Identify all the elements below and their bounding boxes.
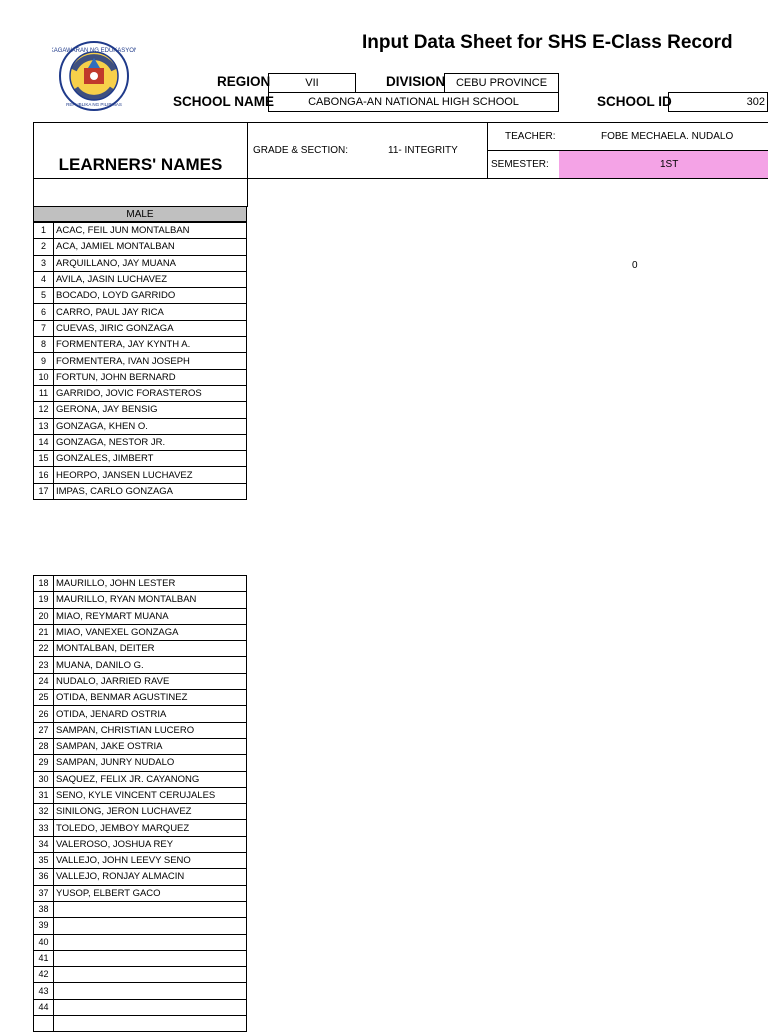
- table-row[interactable]: [34, 967, 247, 983]
- learner-name-cell[interactable]: ACA, JAMIEL MONTALBAN: [54, 239, 247, 255]
- learner-name-cell[interactable]: [54, 983, 247, 999]
- row-number: 29: [34, 755, 54, 771]
- learner-name-cell[interactable]: MAURILLO, RYAN MONTALBAN: [54, 592, 247, 608]
- row-number: 3: [34, 255, 54, 271]
- division-label: DIVISION: [386, 74, 446, 89]
- learners-table-2: [33, 575, 247, 1032]
- table-row[interactable]: [34, 467, 247, 483]
- learner-name-cell[interactable]: GERONA, JAY BENSIG: [54, 402, 247, 418]
- table-row[interactable]: [34, 738, 247, 754]
- row-number: 5: [34, 288, 54, 304]
- row-number: 41: [34, 950, 54, 966]
- learner-name-cell[interactable]: MIAO, REYMART MUANA: [54, 608, 247, 624]
- teacher-label: TEACHER:: [505, 131, 556, 142]
- table-row[interactable]: [34, 853, 247, 869]
- learner-name-cell[interactable]: SAMPAN, JUNRY NUDALO: [54, 755, 247, 771]
- table-row[interactable]: [34, 722, 247, 738]
- learner-name-cell[interactable]: GONZAGA, NESTOR JR.: [54, 434, 247, 450]
- row-number: 25: [34, 690, 54, 706]
- grade-section-value[interactable]: 11- INTEGRITY: [388, 145, 458, 156]
- row-number: 37: [34, 885, 54, 901]
- learner-name-cell[interactable]: [54, 967, 247, 983]
- row-number: 21: [34, 624, 54, 640]
- table-row[interactable]: [34, 451, 247, 467]
- page-title: Input Data Sheet for SHS E-Class Record: [362, 32, 733, 53]
- table-row[interactable]: [34, 576, 247, 592]
- row-number: 14: [34, 434, 54, 450]
- row-number: 10: [34, 369, 54, 385]
- table-row[interactable]: [34, 641, 247, 657]
- row-number: 9: [34, 353, 54, 369]
- row-number: 8: [34, 337, 54, 353]
- learner-name-cell[interactable]: CARRO, PAUL JAY RICA: [54, 304, 247, 320]
- table-row[interactable]: [34, 901, 247, 917]
- table-row[interactable]: [34, 950, 247, 966]
- region-label: REGION: [217, 74, 271, 89]
- learner-name-cell[interactable]: ARQUILLANO, JAY MUANA: [54, 255, 247, 271]
- school-id-field[interactable]: 302: [668, 92, 768, 112]
- learner-name-cell[interactable]: GARRIDO, JOVIC FORASTEROS: [54, 385, 247, 401]
- row-number: 35: [34, 853, 54, 869]
- table-row[interactable]: [34, 755, 247, 771]
- table-row[interactable]: [34, 369, 247, 385]
- row-number: 18: [34, 576, 54, 592]
- learner-name-cell[interactable]: NUDALO, JARRIED RAVE: [54, 673, 247, 689]
- table-row[interactable]: [34, 673, 247, 689]
- learner-name-cell[interactable]: YUSOP, ELBERT GACO: [54, 885, 247, 901]
- learner-name-cell[interactable]: MUANA, DANILO G.: [54, 657, 247, 673]
- table-row[interactable]: [34, 255, 247, 271]
- table-row[interactable]: [34, 304, 247, 320]
- learner-name-cell[interactable]: FORMENTERA, IVAN JOSEPH: [54, 353, 247, 369]
- table-row[interactable]: [34, 288, 247, 304]
- table-row[interactable]: [34, 402, 247, 418]
- row-number: 13: [34, 418, 54, 434]
- learner-name-cell[interactable]: HEORPO, JANSEN LUCHAVEZ: [54, 467, 247, 483]
- row-number: 42: [34, 967, 54, 983]
- row-number: 7: [34, 320, 54, 336]
- learner-name-cell[interactable]: GONZALES, JIMBERT: [54, 451, 247, 467]
- table-row[interactable]: [34, 592, 247, 608]
- grade-section-label: GRADE & SECTION:: [253, 145, 349, 156]
- table-row[interactable]: [34, 771, 247, 787]
- score-value: 0: [632, 260, 638, 271]
- table-row[interactable]: [34, 804, 247, 820]
- learner-name-cell[interactable]: SAMPAN, JAKE OSTRIA: [54, 738, 247, 754]
- school-name-label: SCHOOL NAME: [173, 94, 275, 109]
- table-row[interactable]: [34, 483, 247, 499]
- learner-name-cell[interactable]: [54, 918, 247, 934]
- table-row[interactable]: [34, 418, 247, 434]
- learner-name-cell[interactable]: IMPAS, CARLO GONZAGA: [54, 483, 247, 499]
- school-id-label: SCHOOL ID: [597, 94, 672, 109]
- learner-name-cell[interactable]: SINILONG, JERON LUCHAVEZ: [54, 804, 247, 820]
- table-row[interactable]: [34, 869, 247, 885]
- school-name-field[interactable]: CABONGA-AN NATIONAL HIGH SCHOOL: [268, 92, 559, 112]
- row-number: 31: [34, 787, 54, 803]
- learner-name-cell[interactable]: OTIDA, JENARD OSTRIA: [54, 706, 247, 722]
- row-number: 34: [34, 836, 54, 852]
- learner-name-cell[interactable]: [54, 934, 247, 950]
- row-number: 23: [34, 657, 54, 673]
- row-number: 24: [34, 673, 54, 689]
- table-row[interactable]: [34, 223, 247, 239]
- male-section-header: MALE: [33, 206, 247, 222]
- table-row[interactable]: [34, 983, 247, 999]
- learner-name-cell[interactable]: VALLEJO, RONJAY ALMACIN: [54, 869, 247, 885]
- learner-name-cell[interactable]: [54, 901, 247, 917]
- row-number: 33: [34, 820, 54, 836]
- region-field[interactable]: VII: [268, 73, 356, 93]
- row-number: 43: [34, 983, 54, 999]
- table-row[interactable]: [34, 657, 247, 673]
- division-field[interactable]: CEBU PROVINCE: [444, 73, 559, 93]
- row-number: 16: [34, 467, 54, 483]
- learner-name-cell[interactable]: CUEVAS, JIRIC GONZAGA: [54, 320, 247, 336]
- learner-name-cell[interactable]: MONTALBAN, DEITER: [54, 641, 247, 657]
- row-number: 11: [34, 385, 54, 401]
- row-number: 17: [34, 483, 54, 499]
- table-row[interactable]: [34, 353, 247, 369]
- table-row[interactable]: [34, 608, 247, 624]
- row-number: 4: [34, 271, 54, 287]
- learner-name-cell[interactable]: SAQUEZ, FELIX JR. CAYANONG: [54, 771, 247, 787]
- teacher-value[interactable]: FOBE MECHAELA. NUDALO: [601, 131, 734, 142]
- row-number: 12: [34, 402, 54, 418]
- learner-name-cell[interactable]: [54, 999, 247, 1015]
- table-row[interactable]: [34, 787, 247, 803]
- table-row[interactable]: [34, 337, 247, 353]
- row-number: 44: [34, 999, 54, 1015]
- row-number: 15: [34, 451, 54, 467]
- table-row[interactable]: [34, 885, 247, 901]
- svg-text:REPUBLIKA NG PILIPINAS: REPUBLIKA NG PILIPINAS: [66, 102, 122, 107]
- row-number: 26: [34, 706, 54, 722]
- deped-seal-icon: [52, 40, 136, 112]
- learner-name-cell[interactable]: VALLEJO, JOHN LEEVY SENO: [54, 853, 247, 869]
- row-number: 27: [34, 722, 54, 738]
- learner-name-cell[interactable]: FORMENTERA, JAY KYNTH A.: [54, 337, 247, 353]
- table-row[interactable]: [34, 820, 247, 836]
- table-row[interactable]: [34, 624, 247, 640]
- learner-name-cell[interactable]: SENO, KYLE VINCENT CERUJALES: [54, 787, 247, 803]
- learner-name-cell[interactable]: [54, 950, 247, 966]
- learners-table-1: [33, 222, 247, 500]
- learner-name-cell[interactable]: TOLEDO, JEMBOY MARQUEZ: [54, 820, 247, 836]
- table-row[interactable]: [34, 320, 247, 336]
- row-number: 40: [34, 934, 54, 950]
- table-row[interactable]: [34, 918, 247, 934]
- learners-names-heading: LEARNERS' NAMES: [33, 122, 248, 207]
- learner-name-cell[interactable]: ACAC, FEIL JUN MONTALBAN: [54, 223, 247, 239]
- row-number: 38: [34, 901, 54, 917]
- learner-name-cell[interactable]: GONZAGA, KHEN O.: [54, 418, 247, 434]
- table-row[interactable]: [34, 934, 247, 950]
- row-number: 39: [34, 918, 54, 934]
- row-number: 32: [34, 804, 54, 820]
- row-number: 36: [34, 869, 54, 885]
- learner-name-cell[interactable]: VALEROSO, JOSHUA REY: [54, 836, 247, 852]
- learner-name-cell[interactable]: AVILA, JASIN LUCHAVEZ: [54, 271, 247, 287]
- learner-name-cell[interactable]: OTIDA, BENMAR AGUSTINEZ: [54, 690, 247, 706]
- row-number: 28: [34, 738, 54, 754]
- table-row[interactable]: [34, 706, 247, 722]
- row-number: 30: [34, 771, 54, 787]
- learner-name-cell[interactable]: FORTUN, JOHN BERNARD: [54, 369, 247, 385]
- table-row[interactable]: [34, 385, 247, 401]
- table-row[interactable]: [34, 836, 247, 852]
- row-number: 6: [34, 304, 54, 320]
- svg-text:KAGAWARAN NG EDUKASYON: KAGAWARAN NG EDUKASYON: [52, 48, 136, 54]
- semester-value: 1ST: [660, 159, 679, 170]
- row-number: 2: [34, 239, 54, 255]
- row-number: 19: [34, 592, 54, 608]
- row-number: 1: [34, 223, 54, 239]
- row-number: 22: [34, 641, 54, 657]
- learner-name-cell[interactable]: SAMPAN, CHRISTIAN LUCERO: [54, 722, 247, 738]
- semester-label: SEMESTER:: [491, 159, 549, 170]
- row-number: 20: [34, 608, 54, 624]
- learner-name-cell[interactable]: MAURILLO, JOHN LESTER: [54, 576, 247, 592]
- table-row[interactable]: [34, 239, 247, 255]
- learner-name-cell[interactable]: MIAO, VANEXEL GONZAGA: [54, 624, 247, 640]
- table-row[interactable]: [34, 690, 247, 706]
- table-row[interactable]: [34, 434, 247, 450]
- table-row[interactable]: [34, 271, 247, 287]
- table-row[interactable]: [34, 999, 247, 1015]
- learner-name-cell[interactable]: BOCADO, LOYD GARRIDO: [54, 288, 247, 304]
